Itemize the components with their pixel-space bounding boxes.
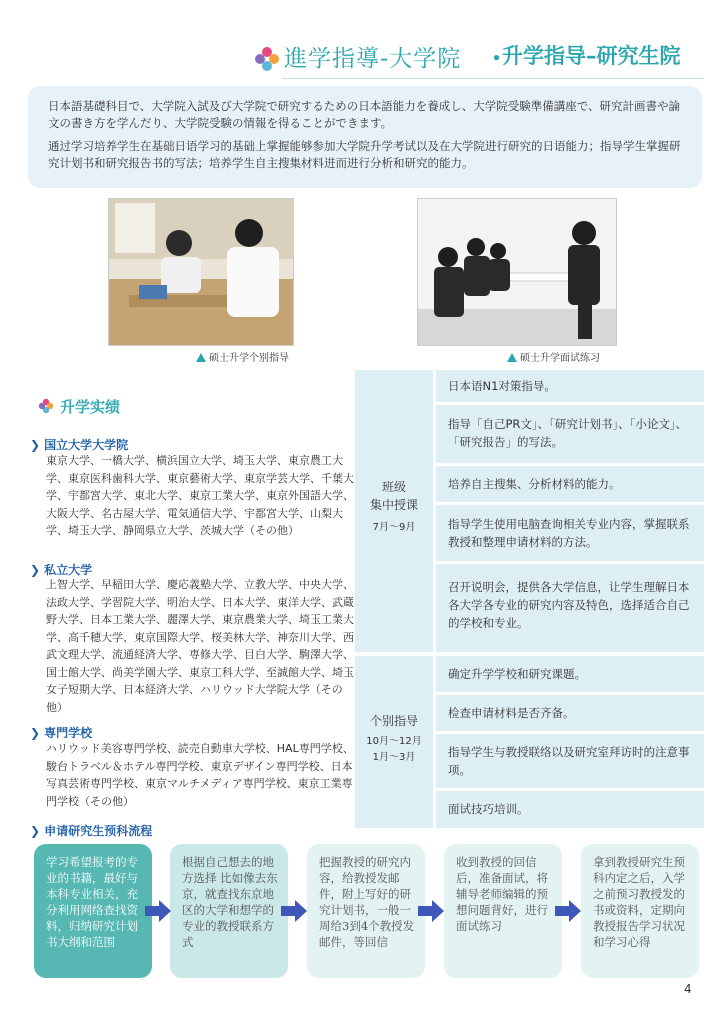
- photo-interview-practice: [417, 198, 617, 346]
- photo-caption: 硕士升学面试练习: [507, 349, 600, 364]
- flower-bullet-icon: [38, 398, 54, 414]
- title-underline: [282, 78, 704, 79]
- category-heading-private: ❯ 私立大学: [30, 563, 93, 577]
- intro-cn-text: 通过学习培养学生在基础日语学习的基础上掌握能够参加大学院升学考试以及在大学院进行研究的日语能力；指导学生掌握研究计划书和研究报告书的写法；培养学生自主搜集材料进而进行分析和研究的能力。: [48, 139, 681, 170]
- flow-step-3: 把握教授的研究内容，给教授发邮件，附上写好的研究计划书，一般一周给3到4个教授发邮件，等回信: [307, 844, 425, 978]
- page-number: 4: [684, 982, 692, 996]
- category-schools-private: 上智大学、早稲田大学、慶応義塾大学、立教大学、中央大学、法政大学、学習院大学、明治大学、日本大学、東洋大学、武蔵野大学、日本工業大学、麗澤大学、東京農業大学、埼玉工業大学、高千穂大学、東京国際大学、桜美林大学、神奈川大学、西武文理大学、流通経済大学、専修大学、目白大学、駒澤大学、国士館大学、尚美学園大学、東京工科大学、至誠館大学、埼玉女子短期大学、日本経済大学、ハリウッド大学院大学（その他）: [46, 578, 354, 714]
- page-title-jp: 進学指導-大学院: [284, 46, 462, 72]
- schedule-item: 召开说明会，提供各大学信息，让学生理解日本各大学各专业的研究内容及特色，选择适合自己的学校和专业。: [436, 564, 704, 652]
- flow-step-4: 收到教授的回信后，准备面试，将辅导老师编辑的预想问题背好，进行面试练习: [444, 844, 562, 978]
- schedule-item: 检查申请材料是否齐备。: [436, 695, 704, 731]
- chevron-right-icon: ❯: [30, 824, 41, 838]
- page-title-cn: 升学指导–研究生院: [502, 44, 681, 68]
- chevron-right-icon: ❯: [30, 726, 41, 740]
- flow-title: ❯ 申请研究生预科流程: [30, 824, 153, 838]
- schedule-item: 指导学生使用电脑查询相关专业内容，掌握联系教授和整理申请材料的方法。: [436, 505, 704, 561]
- group-period: 7月〜9月: [372, 522, 416, 533]
- category-heading-national: ❯ 国立大学大学院: [30, 438, 129, 452]
- flow-step-1: 学习希望报考的专业的书籍，最好与本科专业相关，充分利用网络查找资料，归纳研究计划书大纲和范围: [34, 844, 152, 978]
- schedule-group-label: [355, 370, 433, 652]
- chevron-right-icon: ❯: [30, 438, 41, 452]
- schedule-group-label: [355, 656, 433, 828]
- intro-jp-text: 日本語基礎科目で、大学院入試及び大学院で研究するための日本語能力を養成し、大学院受験準備講座で、研究計画書や論文の書き方を学んだり、大学院受験の情報を得ることができます。: [48, 99, 681, 130]
- triangle-marker-icon: [507, 353, 517, 362]
- flower-logo-icon: [254, 46, 280, 72]
- schedule-item: 培养自主搜集、分析材料的能力。: [436, 466, 704, 502]
- schedule-item: 面试技巧培训。: [436, 791, 704, 828]
- category-schools-national: 東京大学、一橋大学、横浜国立大学、埼玉大学、東京農工大学、東京医科歯科大学、東京藝術大学、東京学芸大学、千葉大学、宇都宮大学、東北大学、東京工業大学、東京外国語大学、大阪大学、名古屋大学、電気通信大学、宇都宮大学、山梨大学、埼玉大学、静岡県立大学、茨城大学（その他）: [46, 454, 354, 537]
- schedule-item: 日本语N1对策指导。: [436, 370, 704, 402]
- category-schools-vocational: ハリウッド美容専門学校、読売自動車大学校、HAL専門学校、駿台トラベル＆ホテル専門学校、東京デザイン専門学校、日本写真芸術専門学校、東京マルチメディア専門学校、東京工業専門学校（その他）: [46, 742, 354, 808]
- schedule-item: 指导「自己PR文」、「研究计划书」、「小论文」、「研究报告」的写法。: [436, 405, 704, 463]
- category-heading-vocational: ❯ 専門学校: [30, 726, 93, 740]
- triangle-marker-icon: [196, 353, 206, 362]
- intro-box: [28, 86, 702, 188]
- results-title: 升学实绩: [60, 398, 121, 416]
- photo-individual-guidance: [108, 198, 294, 346]
- group-name: 个别指导: [369, 714, 418, 728]
- chevron-right-icon: ❯: [30, 563, 41, 577]
- flow-step-2: 根据自己想去的地方选择 比如像去东京，就查找东京地区的大学和想学的专业的教授联系方式: [170, 844, 288, 978]
- photo-caption: 硕士升学个别指导: [196, 349, 289, 364]
- schedule-item: 指导学生与教授联络以及研究室拜访时的注意事项。: [436, 734, 704, 788]
- schedule-item: 确定升学学校和研究课题。: [436, 656, 704, 692]
- group-name: 班级 集中授课: [369, 480, 418, 512]
- title-separator: ・: [485, 46, 508, 72]
- group-period: 10月〜12月 1月〜3月: [366, 736, 422, 763]
- flow-step-5: 拿到教授研究生预科内定之后，入学之前预习教授发的书或资料，定期向教授报告学习状况和学习心得: [581, 844, 699, 978]
